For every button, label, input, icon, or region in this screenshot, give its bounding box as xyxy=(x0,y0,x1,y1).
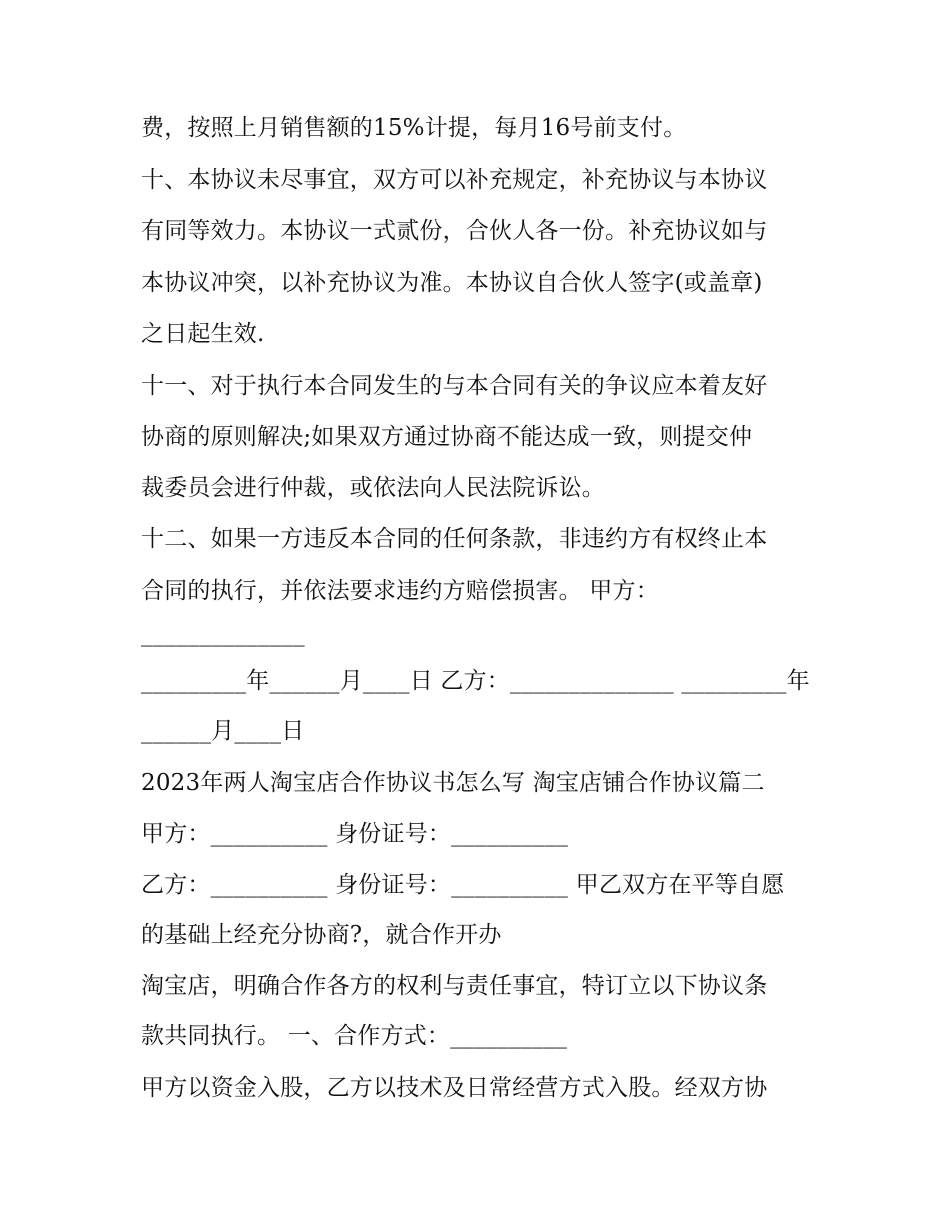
text-line: ______月____日 xyxy=(141,718,305,744)
signature-blank: ______________ xyxy=(141,621,305,647)
section-heading: 2023年两人淘宝店合作协议书怎么写 淘宝店铺合作协议篇二 xyxy=(141,770,765,796)
text-line: _________年______月____日 乙方：______________ _________年 xyxy=(141,668,810,694)
text-line: 合同的执行，并依法要求违约方赔偿损害。 甲方： xyxy=(141,578,659,604)
text-line: 协商的原则解决;如果双方通过协商不能达成一致，则提交仲 xyxy=(141,424,753,450)
text-line: 十一、对于执行本合同发生的与本合同有关的争议应本着友好 xyxy=(141,373,768,399)
text-line: 淘宝店，明确合作各方的权利与责任事宜，特订立以下协议条 xyxy=(141,973,768,999)
text-line: 甲方：__________ 身份证号：__________ xyxy=(141,821,569,847)
text-line: 有同等效力。本协议一式贰份，合伙人各一份。补充协议如与 xyxy=(141,218,768,244)
text-line: 费，按照上月销售额的15%计提，每月16号前支付。 xyxy=(141,115,687,141)
text-line: 的基础上经充分协商?，就合作开办 xyxy=(141,922,502,948)
text-line: 甲方以资金入股，乙方以技术及日常经营方式入股。经双方协 xyxy=(141,1075,768,1101)
text-line: 乙方：__________ 身份证号：__________ 甲乙双方在平等自愿 xyxy=(141,872,785,898)
text-line: 之日起生效. xyxy=(141,321,265,347)
text-line: 十、本协议未尽事宜，双方可以补充规定，补充协议与本协议 xyxy=(141,167,768,193)
text-line: 十二、如果一方违反本合同的任何条款，非违约方有权终止本 xyxy=(141,526,768,552)
text-line: 裁委员会进行仲裁，或依法向人民法院诉讼。 xyxy=(141,475,605,501)
text-line: 款共同执行。 一、合作方式：__________ xyxy=(141,1023,568,1049)
text-line: 本协议冲突，以补充协议为准。本协议自合伙人签字(或盖章) xyxy=(141,270,763,296)
